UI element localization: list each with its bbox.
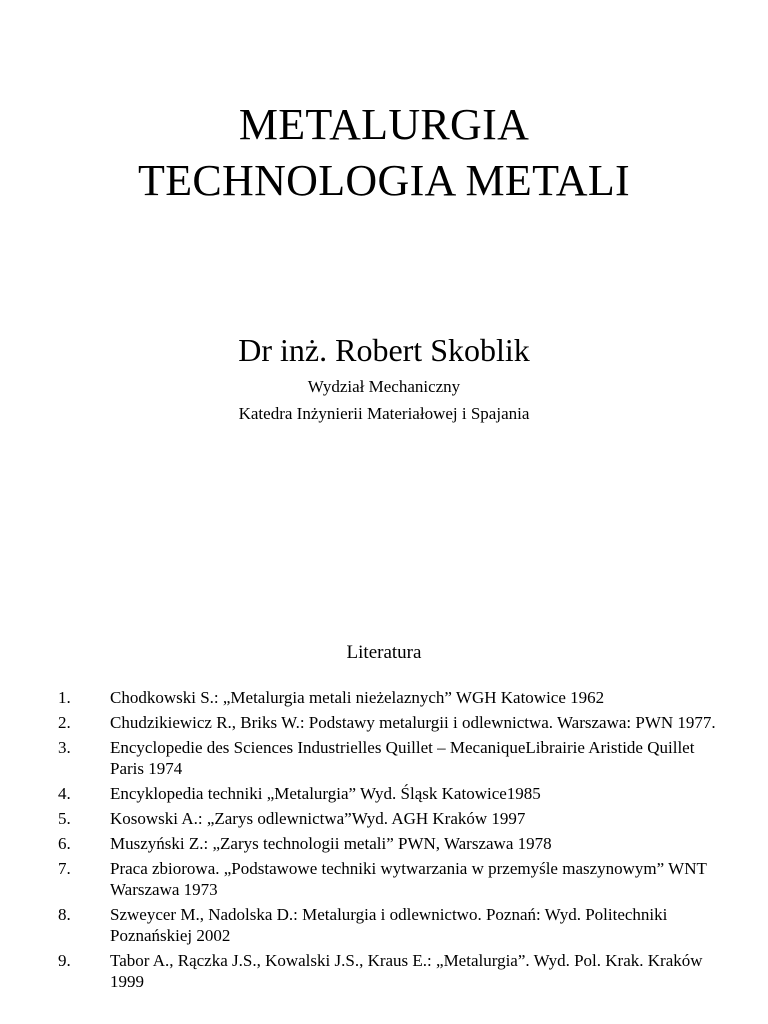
- list-item-text: Praca zbiorowa. „Podstawowe techniki wytwarzania w przemyśle maszynowym” WNT Warszawa 1973: [110, 859, 707, 899]
- affiliation: [0, 373, 768, 427]
- list-item-text: Kosowski A.: „Zarys odlewnictwa”Wyd. AGH Kraków 1997: [110, 809, 526, 828]
- faculty-name: Wydział Mechaniczny: [307, 377, 461, 396]
- list-item-text: Encyclopedie des Sciences Industrielles Quillet – MecaniqueLibrairie Aristide Quillet Paris 1974: [110, 738, 695, 778]
- list-item-text: Chudzikiewicz R., Briks W.: Podstawy metalurgii i odlewnictwa. Warszawa: PWN 1977.: [110, 713, 716, 732]
- list-item: [0, 737, 768, 779]
- literature-heading: Literatura: [346, 642, 422, 663]
- list-item-text: Szweycer M., Nadolska D.: Metalurgia i odlewnictwo. Poznań: Wyd. Politechniki Poznańskiej 2002: [110, 905, 668, 945]
- list-item-number: 3.: [58, 738, 71, 757]
- title-line-1: METALURGIA: [238, 100, 530, 149]
- author-name: Dr inż. Robert Skoblik: [238, 332, 530, 368]
- list-item-number: 8.: [58, 905, 71, 924]
- list-item: [0, 904, 768, 946]
- list-item: [0, 858, 768, 900]
- list-item-text: Chodkowski S.: „Metalurgia metali nieżelaznych” WGH Katowice 1962: [110, 688, 605, 707]
- list-item-number: 6.: [58, 834, 71, 853]
- list-item-number: 1.: [58, 688, 71, 707]
- list-item-number: 4.: [58, 784, 71, 803]
- document-title: [0, 97, 768, 209]
- list-item-text: Encyklopedia techniki „Metalurgia” Wyd. Śląsk Katowice1985: [110, 784, 541, 803]
- department-name: Katedra Inżynierii Materiałowej i Spajania: [238, 404, 530, 423]
- literature-list: [0, 687, 768, 996]
- list-item-number: 2.: [58, 713, 71, 732]
- list-item-text: Tabor A., Rączka J.S., Kowalski J.S., Kraus E.: „Metalurgia”. Wyd. Pol. Krak. Kraków 1999: [110, 951, 703, 991]
- list-item-number: 9.: [58, 951, 71, 970]
- list-item-number: 7.: [58, 859, 71, 878]
- title-line-2: TECHNOLOGIA METALI: [138, 156, 630, 205]
- list-item-text: Muszyński Z.: „Zarys technologii metali” PWN, Warszawa 1978: [110, 834, 552, 853]
- list-item: [0, 687, 768, 708]
- list-item: [0, 712, 768, 733]
- list-item: [0, 950, 768, 992]
- list-item-number: 5.: [58, 809, 71, 828]
- list-item: [0, 808, 768, 829]
- list-item: [0, 783, 768, 804]
- list-item: [0, 833, 768, 854]
